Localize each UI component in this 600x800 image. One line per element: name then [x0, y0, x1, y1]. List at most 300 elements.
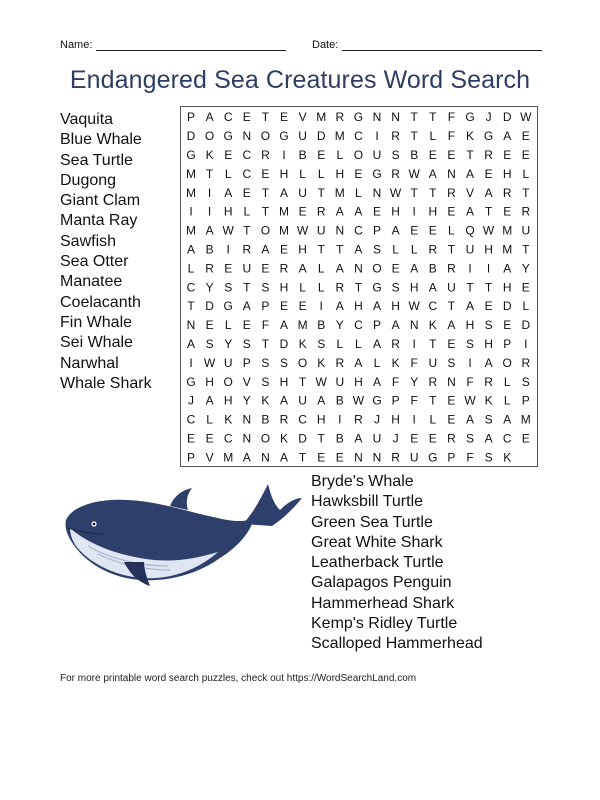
grid-letter: J: [188, 393, 194, 408]
grid-letter: P: [242, 355, 251, 370]
grid-letter: T: [447, 242, 456, 257]
grid-letter: D: [502, 110, 512, 125]
grid-letter: B: [335, 431, 344, 446]
grid-letter: B: [298, 147, 307, 162]
grid-letter: E: [242, 110, 251, 125]
grid-letter: S: [465, 431, 475, 446]
word-item: Dugong: [60, 171, 117, 189]
grid-letter: E: [186, 431, 196, 446]
grid-letter: P: [372, 318, 382, 333]
grid-letter: I: [412, 336, 416, 351]
grid-letter: A: [372, 299, 382, 314]
grid-letter: O: [223, 374, 233, 389]
grid-letter: H: [279, 374, 289, 389]
grid-letter: A: [279, 450, 289, 465]
grid-letter: B: [410, 147, 419, 162]
grid-letter: H: [354, 299, 363, 314]
grid-letter: I: [226, 242, 230, 257]
word-item: Galapagos Penguin: [311, 574, 452, 592]
grid-letter: M: [186, 185, 196, 200]
word-item: Manatee: [60, 273, 123, 291]
grid-letter: A: [335, 299, 344, 314]
grid-letter: I: [189, 204, 193, 219]
grid-letter: I: [412, 204, 416, 219]
grid-letter: G: [372, 280, 382, 295]
grid-letter: M: [502, 223, 513, 238]
grid-letter: C: [354, 129, 363, 144]
grid-letter: U: [428, 355, 438, 370]
grid-letter: R: [447, 185, 456, 200]
grid-letter: D: [316, 129, 326, 144]
grid-letter: G: [372, 166, 382, 181]
grid-letter: H: [279, 166, 289, 181]
grid-letter: S: [279, 355, 289, 370]
grid-letter: T: [354, 280, 363, 295]
grid-letter: L: [429, 129, 437, 144]
grid-letter: M: [279, 223, 289, 238]
grid-letter: O: [372, 261, 382, 276]
grid-letter: I: [524, 336, 528, 351]
grid-letter: A: [372, 336, 382, 351]
grid-letter: R: [335, 110, 345, 125]
grid-letter: A: [428, 280, 437, 295]
grid-letter: W: [482, 223, 495, 238]
grid-letter: A: [205, 110, 214, 125]
grid-letter: R: [447, 261, 456, 276]
grid-letter: P: [447, 450, 456, 465]
grid-letter: N: [335, 223, 345, 238]
grid-letter: K: [224, 412, 233, 427]
grid-letter: R: [447, 431, 456, 446]
grid-letter: M: [279, 204, 289, 219]
grid-letter: N: [372, 110, 382, 125]
grid-letter: E: [261, 166, 270, 181]
grid-letter: H: [279, 280, 289, 295]
grid-letter: T: [429, 336, 437, 351]
grid-letter: U: [223, 355, 233, 370]
grid-letter: R: [242, 242, 252, 257]
grid-letter: V: [242, 374, 251, 389]
grid-letter: H: [223, 393, 233, 408]
grid-letter: F: [447, 129, 456, 144]
grid-letter: T: [410, 185, 418, 200]
grid-letter: G: [428, 450, 438, 465]
grid-letter: R: [205, 261, 214, 276]
grid-letter: F: [410, 393, 418, 408]
grid-letter: E: [242, 318, 251, 333]
grid-letter: E: [279, 299, 289, 314]
grid-letter: A: [465, 299, 475, 314]
grid-letter: F: [261, 318, 270, 333]
grid-letter: H: [391, 204, 400, 219]
grid-letter: C: [186, 412, 196, 427]
name-label: Name:: [60, 39, 93, 51]
grid-letter: E: [447, 336, 456, 351]
grid-letter: S: [391, 280, 400, 295]
grid-letter: M: [223, 450, 234, 465]
grid-letter: E: [484, 166, 493, 181]
word-item: Leatherback Turtle: [311, 554, 444, 572]
grid-letter: M: [186, 223, 196, 238]
grid-letter: A: [465, 204, 475, 219]
grid-letter: E: [298, 204, 307, 219]
grid-letter: W: [315, 374, 327, 389]
grid-letter: E: [224, 261, 233, 276]
word-item: Hawksbill Turtle: [311, 493, 424, 511]
word-item: Vaquita: [60, 111, 114, 128]
word-item: Whale Shark: [60, 374, 152, 392]
word-item: Green Sea Turtle: [311, 513, 433, 531]
grid-letter: U: [372, 431, 382, 446]
grid-letter: U: [298, 129, 307, 144]
grid-letter: A: [354, 204, 363, 219]
grid-letter: K: [317, 355, 326, 370]
grid-letter: L: [429, 412, 437, 427]
grid-letter: Y: [205, 280, 214, 295]
grid-letter: L: [299, 280, 306, 295]
grid-letter: Y: [521, 261, 530, 276]
grid-letter: L: [299, 166, 306, 181]
word-item: Manta Ray: [60, 212, 138, 230]
footer-text: For more printable word search puzzles, check out https://WordSearchLand.com: [60, 673, 417, 684]
grid-letter: N: [409, 318, 419, 333]
grid-letter: A: [372, 374, 382, 389]
grid-letter: T: [336, 242, 344, 257]
grid-letter: Y: [335, 318, 344, 333]
grid-letter: V: [298, 110, 307, 125]
grid-letter: G: [465, 110, 475, 125]
grid-letter: U: [409, 450, 419, 465]
grid-letter: H: [391, 412, 400, 427]
word-item: Hammerhead Shark: [311, 594, 455, 612]
grid-letter: N: [186, 318, 196, 333]
grid-letter: N: [391, 110, 400, 125]
grid-letter: A: [391, 318, 400, 333]
grid-letter: D: [279, 336, 289, 351]
grid-letter: H: [484, 242, 493, 257]
grid-letter: E: [410, 431, 419, 446]
grid-letter: C: [242, 147, 252, 162]
grid-letter: A: [484, 355, 493, 370]
grid-letter: N: [242, 412, 252, 427]
grid-letter: T: [522, 185, 530, 200]
grid-letter: C: [242, 166, 252, 181]
grid-letter: P: [503, 336, 512, 351]
grid-letter: R: [279, 412, 289, 427]
grid-letter: G: [353, 110, 364, 125]
grid-letter: L: [206, 412, 213, 427]
grid-letter: Y: [410, 374, 419, 389]
grid-letter: A: [335, 204, 344, 219]
grid-letter: H: [223, 204, 233, 219]
grid-letter: R: [502, 185, 512, 200]
grid-letter: L: [355, 185, 362, 200]
grid-letter: E: [279, 242, 289, 257]
grid-letter: I: [468, 355, 472, 370]
word-item: Coelacanth: [60, 293, 141, 311]
grid-letter: L: [317, 261, 325, 276]
grid-letter: B: [428, 261, 437, 276]
grid-letter: I: [207, 204, 212, 219]
grid-letter: E: [372, 204, 382, 219]
grid-letter: R: [521, 355, 531, 370]
grid-letter: H: [409, 280, 419, 295]
grid-letter: U: [335, 374, 345, 389]
word-item: Bryde's Whale: [311, 473, 414, 490]
grid-letter: J: [485, 110, 492, 125]
grid-letter: Y: [224, 336, 233, 351]
grid-letter: A: [410, 261, 419, 276]
grid-letter: S: [521, 374, 530, 389]
grid-letter: S: [261, 374, 270, 389]
grid-letter: A: [428, 166, 437, 181]
grid-letter: L: [503, 374, 511, 389]
grid-letter: N: [242, 129, 252, 144]
name-line: [96, 38, 286, 51]
grid-letter: L: [336, 336, 344, 351]
grid-letter: I: [338, 412, 342, 427]
grid-letter: C: [428, 299, 438, 314]
grid-letter: L: [503, 393, 511, 408]
grid-letter: H: [335, 166, 345, 181]
grid-letter: A: [354, 431, 363, 446]
grid-letter: D: [502, 299, 512, 314]
grid-letter: T: [484, 204, 493, 219]
grid-letter: R: [335, 280, 345, 295]
grid-letter: R: [428, 374, 438, 389]
grid-letter: T: [261, 185, 270, 200]
grid-letter: L: [522, 166, 530, 181]
grid-letter: W: [408, 166, 420, 181]
date-field: [312, 38, 542, 51]
grid-letter: U: [298, 393, 307, 408]
grid-letter: W: [464, 393, 476, 408]
grid-letter: E: [261, 261, 270, 276]
grid-letter: E: [205, 318, 214, 333]
grid-letter: N: [447, 166, 456, 181]
word-item: Sawfish: [60, 232, 117, 250]
grid-letter: S: [317, 336, 326, 351]
grid-letter: K: [279, 431, 289, 446]
whale-icon: [58, 482, 303, 599]
word-list-right: [311, 472, 483, 655]
grid-letter: W: [296, 223, 309, 238]
grid-letter: M: [502, 242, 513, 257]
grid-letter: C: [223, 110, 233, 125]
grid-letter: J: [392, 431, 399, 446]
grid-letter: L: [410, 242, 418, 257]
grid-letter: H: [502, 280, 512, 295]
grid-letter: E: [521, 129, 530, 144]
grid-letter: H: [316, 412, 326, 427]
grid-letter: U: [316, 223, 326, 238]
grid-letter: J: [374, 412, 380, 427]
grid-letter: S: [447, 355, 456, 370]
grid-letter: P: [186, 450, 196, 465]
grid-letter: T: [410, 129, 418, 144]
word-item: Sea Turtle: [60, 151, 133, 169]
grid-letter: A: [354, 355, 363, 370]
grid-letter: K: [503, 450, 512, 465]
grid-letter: U: [521, 223, 531, 238]
grid-letter: M: [186, 166, 196, 181]
grid-letter: A: [242, 299, 251, 314]
grid-letter: T: [466, 280, 474, 295]
grid-letter: N: [354, 450, 363, 465]
grid-letter: A: [484, 431, 493, 446]
grid-letter: E: [428, 431, 437, 446]
grid-letter: L: [224, 166, 232, 181]
grid-letter: R: [391, 336, 400, 351]
grid-letter: A: [465, 412, 475, 427]
grid-letter: P: [521, 393, 530, 408]
grid-letter: E: [484, 299, 493, 314]
grid-letter: I: [189, 355, 193, 370]
grid-letter: E: [317, 147, 326, 162]
grid-letter: T: [317, 431, 325, 446]
grid-letter: A: [354, 242, 363, 257]
grid-letter: I: [319, 299, 323, 314]
grid-letter: A: [503, 412, 512, 427]
grid-letter: O: [502, 355, 512, 370]
grid-letter: L: [317, 280, 325, 295]
grid-letter: I: [412, 412, 416, 427]
word-item: Blue Whale: [60, 131, 142, 149]
grid-letter: L: [355, 336, 362, 351]
grid-letter: R: [279, 261, 289, 276]
grid-letter: K: [484, 393, 493, 408]
grid-letter: S: [391, 147, 400, 162]
grid-letter: A: [205, 393, 214, 408]
grid-letter: T: [243, 280, 251, 295]
grid-letter: A: [279, 393, 289, 408]
grid-letter: S: [224, 280, 233, 295]
grid-letter: K: [205, 147, 214, 162]
grid-letter: M: [334, 185, 345, 200]
grid-letter: H: [205, 374, 214, 389]
grid-letter: Y: [242, 393, 251, 408]
grid-letter: U: [447, 280, 456, 295]
grid-letter: A: [391, 223, 400, 238]
grid-letter: T: [429, 393, 437, 408]
grid-letter: E: [447, 204, 456, 219]
grid-letter: W: [389, 185, 402, 200]
grid-letter: O: [260, 223, 271, 238]
grid-letter: E: [447, 147, 456, 162]
grid-letter: A: [503, 129, 512, 144]
grid-letter: R: [391, 166, 400, 181]
grid-letter: U: [372, 147, 382, 162]
grid-letter: T: [261, 336, 270, 351]
grid-letter: G: [483, 129, 494, 144]
grid-letter: W: [222, 223, 234, 238]
grid-letter: E: [503, 318, 512, 333]
grid-letter: E: [354, 166, 363, 181]
grid-letter: A: [224, 185, 233, 200]
grid-letter: P: [391, 393, 400, 408]
grid-letter: U: [242, 261, 252, 276]
grid-letter: T: [484, 280, 493, 295]
grid-letter: E: [521, 431, 530, 446]
word-item: Kemp's Ridley Turtle: [311, 615, 458, 633]
grid-letter: P: [186, 110, 196, 125]
grid-letter: R: [428, 242, 438, 257]
grid-letter: L: [392, 242, 399, 257]
word-list-left: [60, 110, 152, 394]
grid-letter: C: [223, 431, 233, 446]
grid-letter: S: [372, 242, 382, 257]
grid-letter: W: [352, 393, 365, 408]
grid-letter: L: [373, 355, 381, 370]
grid-letter: I: [375, 129, 379, 144]
date-label: Date:: [312, 39, 339, 51]
word-item: Scalloped Hammerhead: [311, 635, 483, 653]
grid-letter: G: [186, 147, 196, 162]
grid-letter: E: [391, 261, 400, 276]
letter-grid: [180, 106, 538, 467]
grid-letter: K: [261, 393, 270, 408]
grid-letter: B: [335, 393, 344, 408]
grid-letter: K: [428, 318, 437, 333]
grid-letter: O: [260, 129, 271, 144]
grid-letter: K: [298, 336, 307, 351]
grid-letter: T: [410, 110, 418, 125]
grid-letter: H: [428, 204, 438, 219]
grid-letter: T: [317, 242, 325, 257]
word-item: Fin Whale: [60, 313, 133, 331]
grid-letter: L: [448, 223, 455, 238]
grid-letter: A: [279, 318, 289, 333]
grid-letter: R: [316, 204, 326, 219]
grid-letter: T: [187, 299, 195, 314]
grid-letter: T: [522, 242, 530, 257]
grid-letter: O: [353, 147, 364, 162]
grid-letter: U: [298, 185, 307, 200]
grid-letter: R: [484, 147, 493, 162]
grid-letter: L: [317, 166, 325, 181]
grid-letter: F: [391, 374, 400, 389]
grid-letter: A: [447, 318, 456, 333]
grid-letter: K: [465, 129, 475, 144]
grid-letter: R: [391, 450, 400, 465]
grid-letter: N: [242, 431, 252, 446]
grid-letter: T: [261, 110, 270, 125]
grid-letter: B: [317, 318, 326, 333]
grid-letter: C: [354, 223, 363, 238]
grid-letter: H: [298, 242, 307, 257]
grid-letter: A: [279, 185, 289, 200]
grid-letter: T: [466, 147, 474, 162]
grid-letter: A: [205, 223, 214, 238]
grid-letter: E: [242, 185, 251, 200]
grid-letter: P: [261, 299, 270, 314]
grid-letter: P: [372, 223, 382, 238]
grid-letter: E: [279, 110, 289, 125]
grid-letter: S: [261, 280, 270, 295]
grid-letter: M: [520, 412, 531, 427]
grid-letter: C: [186, 280, 196, 295]
grid-letter: K: [391, 355, 400, 370]
grid-letter: F: [466, 450, 474, 465]
grid-letter: O: [297, 355, 308, 370]
grid-letter: C: [502, 431, 512, 446]
word-item: Great White Shark: [311, 533, 443, 551]
grid-letter: R: [261, 147, 270, 162]
grid-letter: N: [447, 374, 456, 389]
grid-letter: A: [465, 166, 475, 181]
grid-letter: B: [261, 412, 270, 427]
grid-letter: I: [468, 261, 472, 276]
